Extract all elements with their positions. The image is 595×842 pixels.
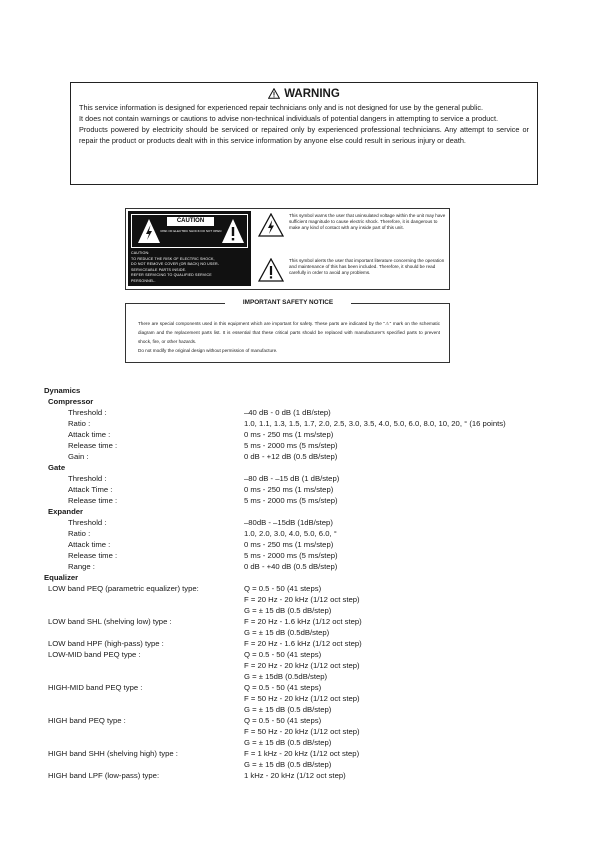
spec-row: F = 20 Hz - 20 kHz (1/12 oct step) xyxy=(244,595,360,604)
spec-row: G = ± 15 dB (0.5 dB/step) xyxy=(244,738,332,747)
caution-badge: CAUTION xyxy=(167,217,214,226)
subsection-expander: Expander xyxy=(48,507,84,516)
warning-text xyxy=(79,102,529,146)
caution-small-text: RISK OF ELECTRIC SHOCK DO NOT OPEN xyxy=(160,229,222,233)
spec-row: HIGH band SHH (shelving high) type : F = 1 kHz - 20 kHz (1/12 oct step) xyxy=(48,749,360,758)
spec-row: Release time : 5 ms - 2000 ms (5 ms/step) xyxy=(68,551,338,560)
exclamation-triangle-icon xyxy=(221,218,245,244)
spec-row: Release time : 5 ms - 2000 ms (5 ms/step) xyxy=(68,496,338,505)
warning-title: WARNING xyxy=(71,88,537,100)
spec-row: G = ± 15 dB (0.5 dB/step) xyxy=(244,760,332,769)
warning-paragraph: It does not contain warnings or cautions to advise non-technical individuals of potential dangers in attempting to service a product. xyxy=(79,114,499,123)
subsection-gate: Gate xyxy=(48,463,66,472)
caution-label xyxy=(128,211,251,286)
warning-paragraph: This service information is designed for experienced repair technicians only and is not designed for use by the general public. xyxy=(79,103,483,112)
lightning-triangle-icon xyxy=(137,218,161,244)
spec-row: G = ± 15dB (0.5dB/step) xyxy=(244,672,328,681)
subsection-compressor: Compressor xyxy=(48,397,94,406)
spec-row: HIGH band PEQ type : Q = 0.5 - 50 (41 steps) xyxy=(48,716,322,725)
spec-row: G = ± 15 dB (0.5dB/step) xyxy=(244,628,330,637)
section-dynamics: Dynamics xyxy=(44,386,81,395)
spec-row: Attack Time : 0 ms - 250 ms (1 ms/step) xyxy=(68,485,334,494)
spec-row: F = 50 Hz - 20 kHz (1/12 oct step) xyxy=(244,727,360,736)
spec-row: Ratio : 1.0, 1.1, 1.3, 1.5, 1.7, 2.0, 2.5, 3.0, 3.5, 4.0, 5.0, 6.0, 8.0, 10, 20, ° (16 points) xyxy=(68,419,506,428)
spec-row: Ratio : 1.0, 2.0, 3.0, 4.0, 5.0, 6.0, ° xyxy=(68,529,337,538)
spec-row: Gain : 0 dB - +12 dB (0.5 dB/step) xyxy=(68,452,338,461)
spec-row: LOW band PEQ (parametric equalizer) type: Q = 0.5 - 50 (41 steps) xyxy=(48,584,322,593)
exclamation-symbol-icon xyxy=(258,258,284,282)
spec-row: Threshold : –40 dB - 0 dB (1 dB/step) xyxy=(68,408,331,417)
spec-row: LOW band SHL (shelving low) type : F = 20 Hz - 1.6 kHz (1/12 oct step) xyxy=(48,617,362,626)
safety-notice-title: IMPORTANT SAFETY NOTICE xyxy=(225,297,351,308)
spec-row: Threshold : –80dB - –15dB (1dB/step) xyxy=(68,518,333,527)
safety-notice-text: There are special components used in this equipment which are important for safety. These parts are indicated by the "⚠" mark on the schematic diagram and the replacement parts list. It is essential that these critical parts should be replaced with manufacturer's specified parts to prevent shock, fire, or other hazards. Do not modify the original design without permission of manufacture. xyxy=(138,321,440,353)
spec-row: G = ± 15 dB (0.5 dB/step) xyxy=(244,606,332,615)
lightning-symbol-description: This symbol warns the user that uninsulated voltage within the unit may have sufficient magnitude to cause electric shock. Therefore, it is dangerous to make any kind of contact with any inside part of this unit. xyxy=(289,213,446,231)
exclamation-symbol-description: This symbol alerts the user that important literature concerning the operation and maintenance of this has been included. Therefore, it should be read carefully in order to avoid any problems. xyxy=(289,258,445,276)
spec-row: Attack time : 0 ms - 250 ms (1 ms/step) xyxy=(68,540,334,549)
spec-row: Attack time : 0 ms - 250 ms (1 ms/step) xyxy=(68,430,334,439)
spec-row: HIGH band LPF (low-pass) type: 1 kHz - 20 kHz (1/12 oct step) xyxy=(48,771,346,780)
spec-row: Range : 0 dB - +40 dB (0.5 dB/step) xyxy=(68,562,338,571)
spec-row: Release time : 5 ms - 2000 ms (5 ms/step) xyxy=(68,441,338,450)
spec-row: F = 20 Hz - 20 kHz (1/12 oct step) xyxy=(244,661,360,670)
spec-row: Threshold : –80 dB - –15 dB (1 dB/step) xyxy=(68,474,340,483)
warning-box xyxy=(70,82,538,185)
warning-paragraph: Products powered by electricity should be serviced or repaired only by experienced professional technicians. Any attempt to service or repair the product or products dealt with in this service information by anyone else could result in serious injury or death. xyxy=(79,125,529,145)
spec-row: F = 50 Hz - 20 kHz (1/12 oct step) xyxy=(244,694,360,703)
section-equalizer: Equalizer xyxy=(44,573,79,582)
caution-header xyxy=(131,214,248,248)
spec-row: G = ± 15 dB (0.5 dB/step) xyxy=(244,705,332,714)
spec-row: HIGH-MID band PEQ type : Q = 0.5 - 50 (41 steps) xyxy=(48,683,322,692)
spec-row: LOW-MID band PEQ type : Q = 0.5 - 50 (41 steps) xyxy=(48,650,322,659)
warning-triangle-icon xyxy=(268,88,280,99)
caution-body: CAUTION: TO REDUCE THE RISK OF ELECTRIC SHOCK, DO NOT REMOVE COVER (OR BACK) NO USER- SERVICEABLE PARTS INSIDE. REFER SERVICING TO QUALIFIED SERVICE PERSONNEL. xyxy=(131,251,220,283)
lightning-symbol-icon xyxy=(258,213,284,237)
spec-row: LOW band HPF (high-pass) type : F = 20 Hz - 1.6 kHz (1/12 oct step) xyxy=(48,639,362,648)
